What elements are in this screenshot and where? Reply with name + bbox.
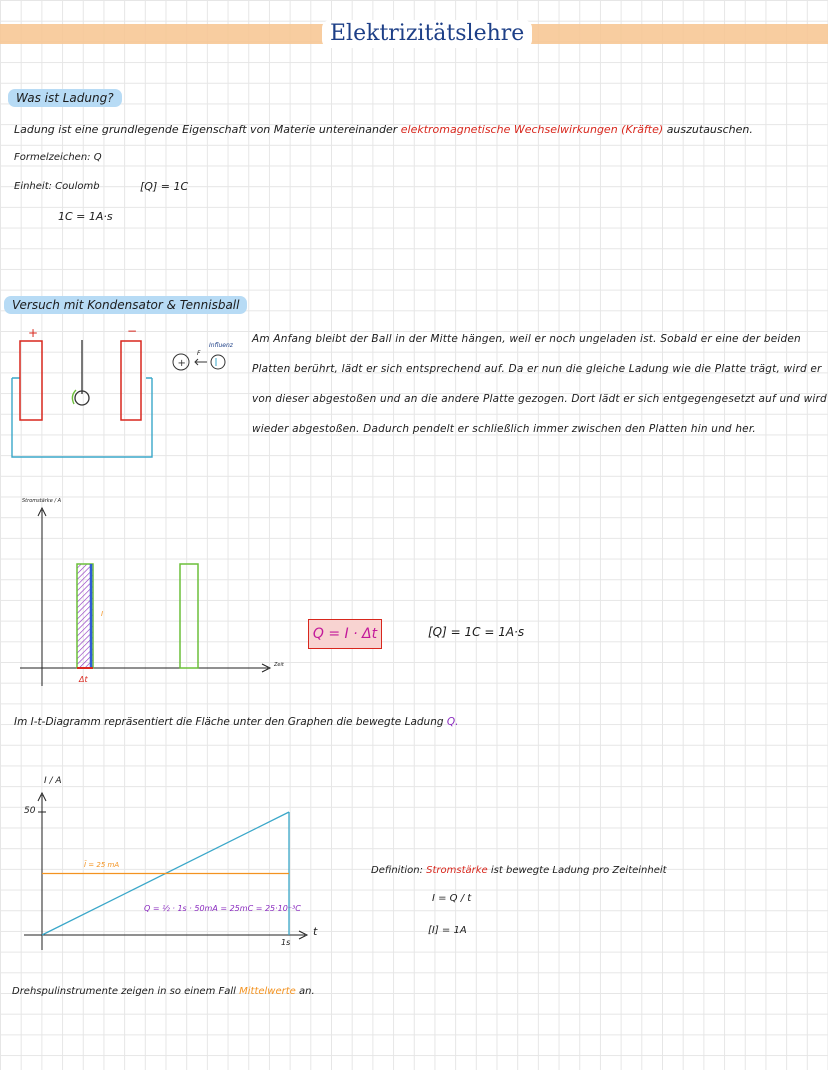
definition-term: Stromstärke bbox=[426, 865, 488, 876]
chart2-xlabel: t bbox=[313, 925, 318, 938]
chart1-i-label: I bbox=[101, 610, 104, 618]
versuch-paragraph: Am Anfang bleibt der Ball in der Mitte hängen, weil er noch ungeladen ist. Sobald er eine der beiden Platten berührt, lädt er sich entsprechend auf. Da er nun die gleiche Ladung wie die Platte trägt, wird er von dieser abgestoßen und an die andere Platte gezogen. Dort lädt er sich entgegengesetzt auf und wird wieder abgestoßen. Dadurch pendelt er schließlich immer zwischen den Platten hin und her. bbox=[252, 333, 827, 435]
footer-before: Drehspulinstrumente zeigen in so einem Fall bbox=[12, 986, 236, 997]
influenz-label: Influenz bbox=[209, 342, 233, 349]
chart2-area-formula: Q = ½ · 1s · 50mA = 25mC = 25·10⁻³C bbox=[144, 904, 301, 913]
definition-text-after: auszutauschen. bbox=[666, 123, 753, 136]
definition-formula: I = Q / t bbox=[432, 893, 472, 904]
definition-text-before: Ladung ist eine grundlegende Eigenschaft von Materie untereinander bbox=[14, 123, 398, 136]
chart2-ylabel: I / A bbox=[44, 776, 62, 786]
chart2-tick-1s: 1s bbox=[281, 938, 291, 947]
formelzeichen-line: Formelzeichen: Q bbox=[14, 152, 102, 163]
chart2-tick-50: 50 bbox=[24, 806, 36, 816]
chart1-xlabel: Zeit bbox=[274, 662, 284, 668]
definition-line bbox=[371, 865, 667, 876]
chart1-dt-label: Δt bbox=[79, 675, 88, 684]
charge-formula-unit: [Q] = 1C = 1A·s bbox=[428, 625, 525, 639]
chart1-ylabel: Stromstärke / A bbox=[22, 498, 62, 504]
footer-note bbox=[12, 986, 315, 997]
definition-rest: ist bewegte Ladung pro Zeiteinheit bbox=[490, 865, 667, 876]
note-text: Im I-t-Diagramm repräsentiert die Fläche unter den Graphen die bewegte Ladung bbox=[14, 716, 444, 728]
definition-unit: [I] = 1A bbox=[428, 925, 467, 936]
minus-sign: − bbox=[127, 324, 138, 338]
charge-formula-box: Q = I · Δt bbox=[308, 619, 382, 649]
definition-text-highlight: elektromagnetische Wechselwirkungen (Kräfte) bbox=[400, 123, 664, 136]
einheit-bracket: [Q] = 1C bbox=[140, 180, 189, 193]
definition-label: Definition: bbox=[371, 865, 423, 876]
force-label: F bbox=[197, 350, 201, 357]
page-title: Elektrizitätslehre bbox=[322, 20, 532, 48]
heading-was-ist-ladung: Was ist Ladung? bbox=[8, 89, 122, 107]
svg-text:+: + bbox=[177, 358, 186, 369]
plus-sign: + bbox=[28, 326, 39, 340]
footer-highlight: Mittelwerte bbox=[239, 986, 296, 997]
footer-after: an. bbox=[299, 986, 315, 997]
heading-versuch: Versuch mit Kondensator & Tennisball bbox=[4, 296, 247, 314]
einheit-definition: 1C = 1A·s bbox=[58, 210, 113, 223]
note-q: Q. bbox=[446, 716, 459, 728]
einheit-line: Einheit: Coulomb bbox=[14, 181, 100, 192]
chart2-mean-label: Ī = 25 mA bbox=[84, 861, 120, 869]
